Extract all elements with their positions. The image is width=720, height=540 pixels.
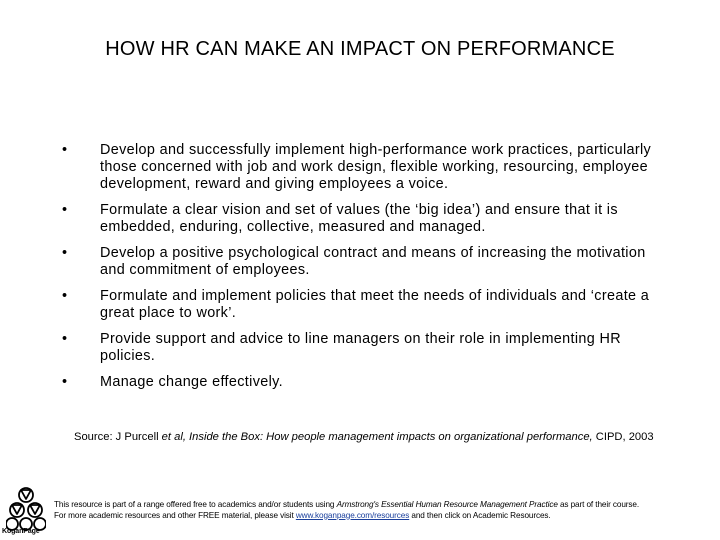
- footer-text: This resource is part of a range offered free to academics and/or students using: [54, 500, 337, 509]
- bullet-text: Formulate and implement policies that meet the needs of individuals and ‘create a great place to work’.: [100, 288, 650, 321]
- page-title: HOW HR CAN MAKE AN IMPACT ON PERFORMANCE: [105, 38, 615, 60]
- bullet-marker: •: [62, 245, 68, 261]
- list-item: [62, 331, 674, 365]
- bullet-text: Develop and successfully implement high-performance work practices, particularly those concerned with job and work design, flexible working, resourcing, employee development, reward and giving employees a voice.: [100, 142, 652, 192]
- footer-note: [54, 500, 720, 521]
- list-item: [62, 202, 674, 236]
- bullet-marker: •: [62, 142, 68, 158]
- footer-line-1: [54, 500, 720, 511]
- bullet-list: [62, 142, 674, 400]
- bullet-marker: •: [62, 374, 68, 390]
- bullet-text: Formulate a clear vision and set of values (the ‘big idea’) and ensure that it is embedded, enduring, collective, measured and managed.: [100, 202, 618, 235]
- bullet-marker: •: [62, 202, 68, 218]
- resources-link[interactable]: www.koganpage.com/resources: [295, 510, 410, 520]
- bullet-text: Provide support and advice to line managers on their role in implementing HR policies.: [100, 331, 621, 364]
- logo-wordmark: KoganPage: [2, 528, 40, 535]
- footer-text: as part of their course.: [557, 500, 640, 509]
- bullet-marker: •: [62, 288, 68, 304]
- footer-text: For more academic resources and other FREE material, please visit: [54, 510, 296, 520]
- footer-book-title: Armstrong's Essential Human Resource Management Practice: [336, 500, 558, 509]
- list-item: [62, 374, 674, 391]
- list-item: [62, 245, 674, 279]
- bullet-text: Manage change effectively.: [100, 374, 283, 390]
- source-book-title: Inside the Box: How people management impacts on organizational performance,: [185, 431, 593, 443]
- list-item: [62, 288, 674, 322]
- footer-text: and then click on Academic Resources.: [409, 510, 551, 520]
- bullet-marker: •: [62, 331, 68, 347]
- source-etal: et al,: [161, 431, 186, 443]
- source-citation: [74, 430, 694, 445]
- footer-line-2: [54, 511, 720, 522]
- source-suffix: CIPD, 2003: [592, 431, 654, 443]
- list-item: [62, 142, 674, 193]
- source-prefix: Source: J Purcell: [74, 431, 162, 443]
- bullet-text: Develop a positive psychological contract and means of increasing the motivation and commitment of employees.: [100, 245, 646, 278]
